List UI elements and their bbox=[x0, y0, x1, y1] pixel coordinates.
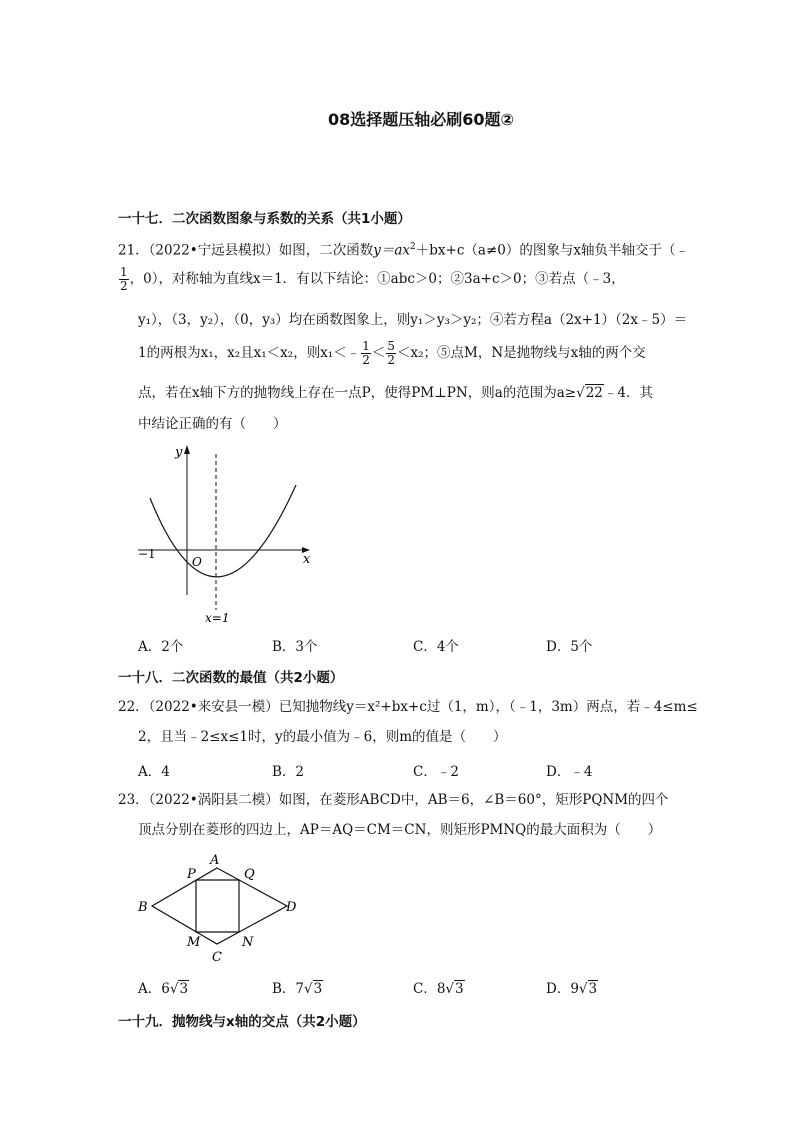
q21-option-a[interactable]: A．2个 bbox=[138, 639, 184, 655]
q21-func: y＝ax bbox=[373, 242, 411, 259]
label-p: P bbox=[187, 867, 196, 882]
origin-label: O bbox=[192, 555, 202, 569]
y-arrow-icon bbox=[184, 445, 190, 454]
q21-line-6: 中结论正确的有（ ） bbox=[138, 416, 287, 432]
q22-option-c[interactable]: C．﹣2 bbox=[413, 764, 459, 780]
fraction: $\frac{1}{2}$ bbox=[362, 339, 370, 367]
q21-line-2 bbox=[118, 266, 625, 293]
parabola-curve bbox=[150, 485, 296, 577]
symmetry-label: x=1 bbox=[205, 611, 230, 625]
label-b: B bbox=[138, 900, 148, 915]
q21-text: ﹣4．其 bbox=[603, 385, 653, 401]
q21-option-c[interactable]: C．4个 bbox=[413, 639, 459, 655]
fraction: $\frac{5}{2}$ bbox=[387, 339, 395, 367]
q23-line-1: 23．（2022•涡阳县二模）如图，在菱形ABCD中，AB＝6，∠B＝60°，矩形PQNM的四个 bbox=[118, 792, 669, 808]
q21-text: 点，若在x轴下方的抛物线上存在一点P，使得PM⊥PN，则a的范围为a≥ bbox=[138, 385, 577, 401]
q21-option-d[interactable]: D．5个 bbox=[546, 639, 593, 655]
q23-option-c[interactable]: C．8√3 bbox=[413, 981, 464, 997]
parabola-graph bbox=[130, 440, 330, 625]
q22-option-b[interactable]: B．2 bbox=[272, 764, 305, 780]
q21-line-3: y₁），（3，y₂），（0，y₃）均在函数图象上，则y₁＞y₃＞y₂；④若方程a（2x+1）（2x﹣5）＝ bbox=[138, 312, 688, 328]
label-m: M bbox=[187, 935, 201, 950]
tick-label-minus1: −1 bbox=[138, 547, 156, 561]
label-n: N bbox=[242, 935, 254, 950]
q21-text: ，0），对称轴为直线x＝1．有以下结论：①abc＞0；②3a+c＞0；③若点（﹣3， bbox=[129, 271, 625, 287]
q21-text: 1的两根为x₁，x₂且x₁＜x₂，则x₁＜﹣ bbox=[138, 345, 361, 361]
q22-line-1: 22．（2022•来安县一模）已知抛物线y＝x²+bx+c过（1，m），（﹣1，3m）两点，若﹣4≤m≤ bbox=[118, 699, 698, 715]
label-d: D bbox=[286, 900, 297, 915]
section-heading-17: 一十七．二次函数图象与系数的关系（共1小题） bbox=[118, 211, 411, 227]
q21-line-4 bbox=[138, 340, 646, 367]
page-title: 08选择题压轴必刷60题② bbox=[327, 110, 515, 129]
q22-line-2: 2，且当﹣2≤x≤1时，y的最小值为﹣6，则m的值是（ ） bbox=[138, 729, 507, 745]
q23-option-b[interactable]: B．7√3 bbox=[272, 981, 323, 997]
fraction: $\frac{1}{2}$ bbox=[120, 265, 128, 293]
label-a: A bbox=[210, 853, 220, 868]
q21-text: ＜x₂；⑤点M，N是抛物线与x轴的两个交 bbox=[397, 345, 646, 361]
rectangle-pqnm bbox=[196, 880, 239, 932]
rhombus-diagram bbox=[132, 848, 307, 966]
q21-text: ＜ bbox=[371, 345, 386, 361]
q22-option-d[interactable]: D．﹣4 bbox=[546, 764, 593, 780]
section-heading-18: 一十八．二次函数的最值（共2小题） bbox=[118, 670, 344, 686]
q21-line-5: 点，若在x轴下方的抛物线上存在一点P，使得PM⊥PN，则a的范围为a≥√22﹣4．其 bbox=[138, 385, 653, 401]
section-heading-19: 一十九．抛物线与x轴的交点（共2小题） bbox=[118, 1014, 366, 1030]
x-label: x bbox=[303, 552, 311, 567]
q23-option-d[interactable]: D．9√3 bbox=[546, 981, 598, 997]
y-label: y bbox=[175, 445, 183, 460]
q22-option-a[interactable]: A．4 bbox=[138, 764, 170, 780]
q21-text: 21．（2022•宁远县模拟）如图，二次函数 bbox=[118, 242, 374, 259]
label-c: C bbox=[212, 950, 222, 965]
q21-option-b[interactable]: B．3个 bbox=[272, 639, 318, 655]
q23-line-2: 顶点分别在菱形的四边上，AP＝AQ＝CM＝CN，则矩形PMNQ的最大面积为（ ） bbox=[138, 822, 662, 838]
radicand: 22 bbox=[585, 385, 603, 401]
q23-option-a[interactable]: A．6√3 bbox=[138, 981, 189, 997]
q21-text: ＋bx+c（a≠0）的图象与x轴负半轴交于（﹣ bbox=[415, 242, 689, 259]
label-q: Q bbox=[244, 867, 255, 882]
q21-line-1: 21．（2022•宁远县模拟）如图，二次函数$y=ax^2+bx+c(a\ne 0)$的图象与x轴负半轴交于（﹣ bbox=[118, 242, 689, 259]
